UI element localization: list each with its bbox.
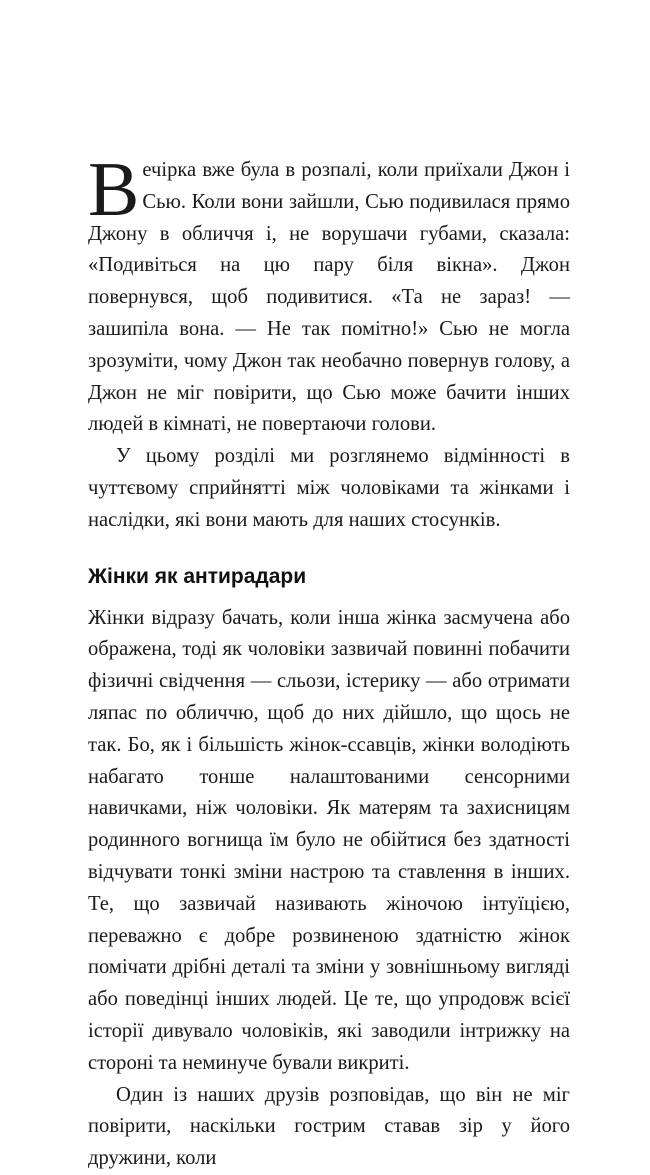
continuing-paragraph: Один із наших друзів розповідав, що він не міг повірити, наскільки гострим ставав зір у його дружини, коли (88, 1083, 570, 1170)
book-page (88, 146, 570, 1175)
opening-paragraph: Вечірка вже була в розпалі, коли приїхали Джон і Сью. Коли вони зайшли, Сью подивилася прямо Джону в обличчя і, не ворушачи губами, сказала: «Подивіться на цю пару біля вікна». Джон повернувся, щоб подивитися. «Та не зараз! — зашипіла вона. — Не так помітно!» Сью не могла зрозуміти, чому Джон так необачно повернув голову, а Джон не міг повірити, що Сью може бачити інших людей в кімнаті, не повертаючи голови. (88, 146, 570, 436)
chapter-intro-paragraph: У цьому розділі ми розглянемо відмінності в чуттєвому сприйнятті між чоловіками та жінками і наслідки, які вони мають для наших стосунків. (88, 445, 570, 531)
section-heading: Жінки як антирадари (88, 564, 307, 588)
section-paragraph: Жінки відразу бачать, коли інша жінка засмучена або ображена, тоді як чоловіки зазвичай повинні побачити фізичні свідчення — сльози, істерику — або отримати ляпас по обличчю, щоб до них дійшло, що щось не так. Бо, як і більшість жінок-ссавців, жінки володіють набагато тонше налаштованими сенсорними навичками, ніж чоловіки. Як матерям та захисницям родинного вогнища їм було не обійтися без здатності відчувати тонкі зміни настрою та ставлення в інших. Те, що зазвичай називають жіночою інтуїцією, переважно є добре розвиненою здатністю жінок помічати дрібні деталі та зміни у зовнішньому вигляді або поведінці інших людей. Це те, що упродовж всієї історії дивувало чоловіків, які заводили інтрижку на стороні та неминуче бували викриті. (88, 606, 570, 1074)
